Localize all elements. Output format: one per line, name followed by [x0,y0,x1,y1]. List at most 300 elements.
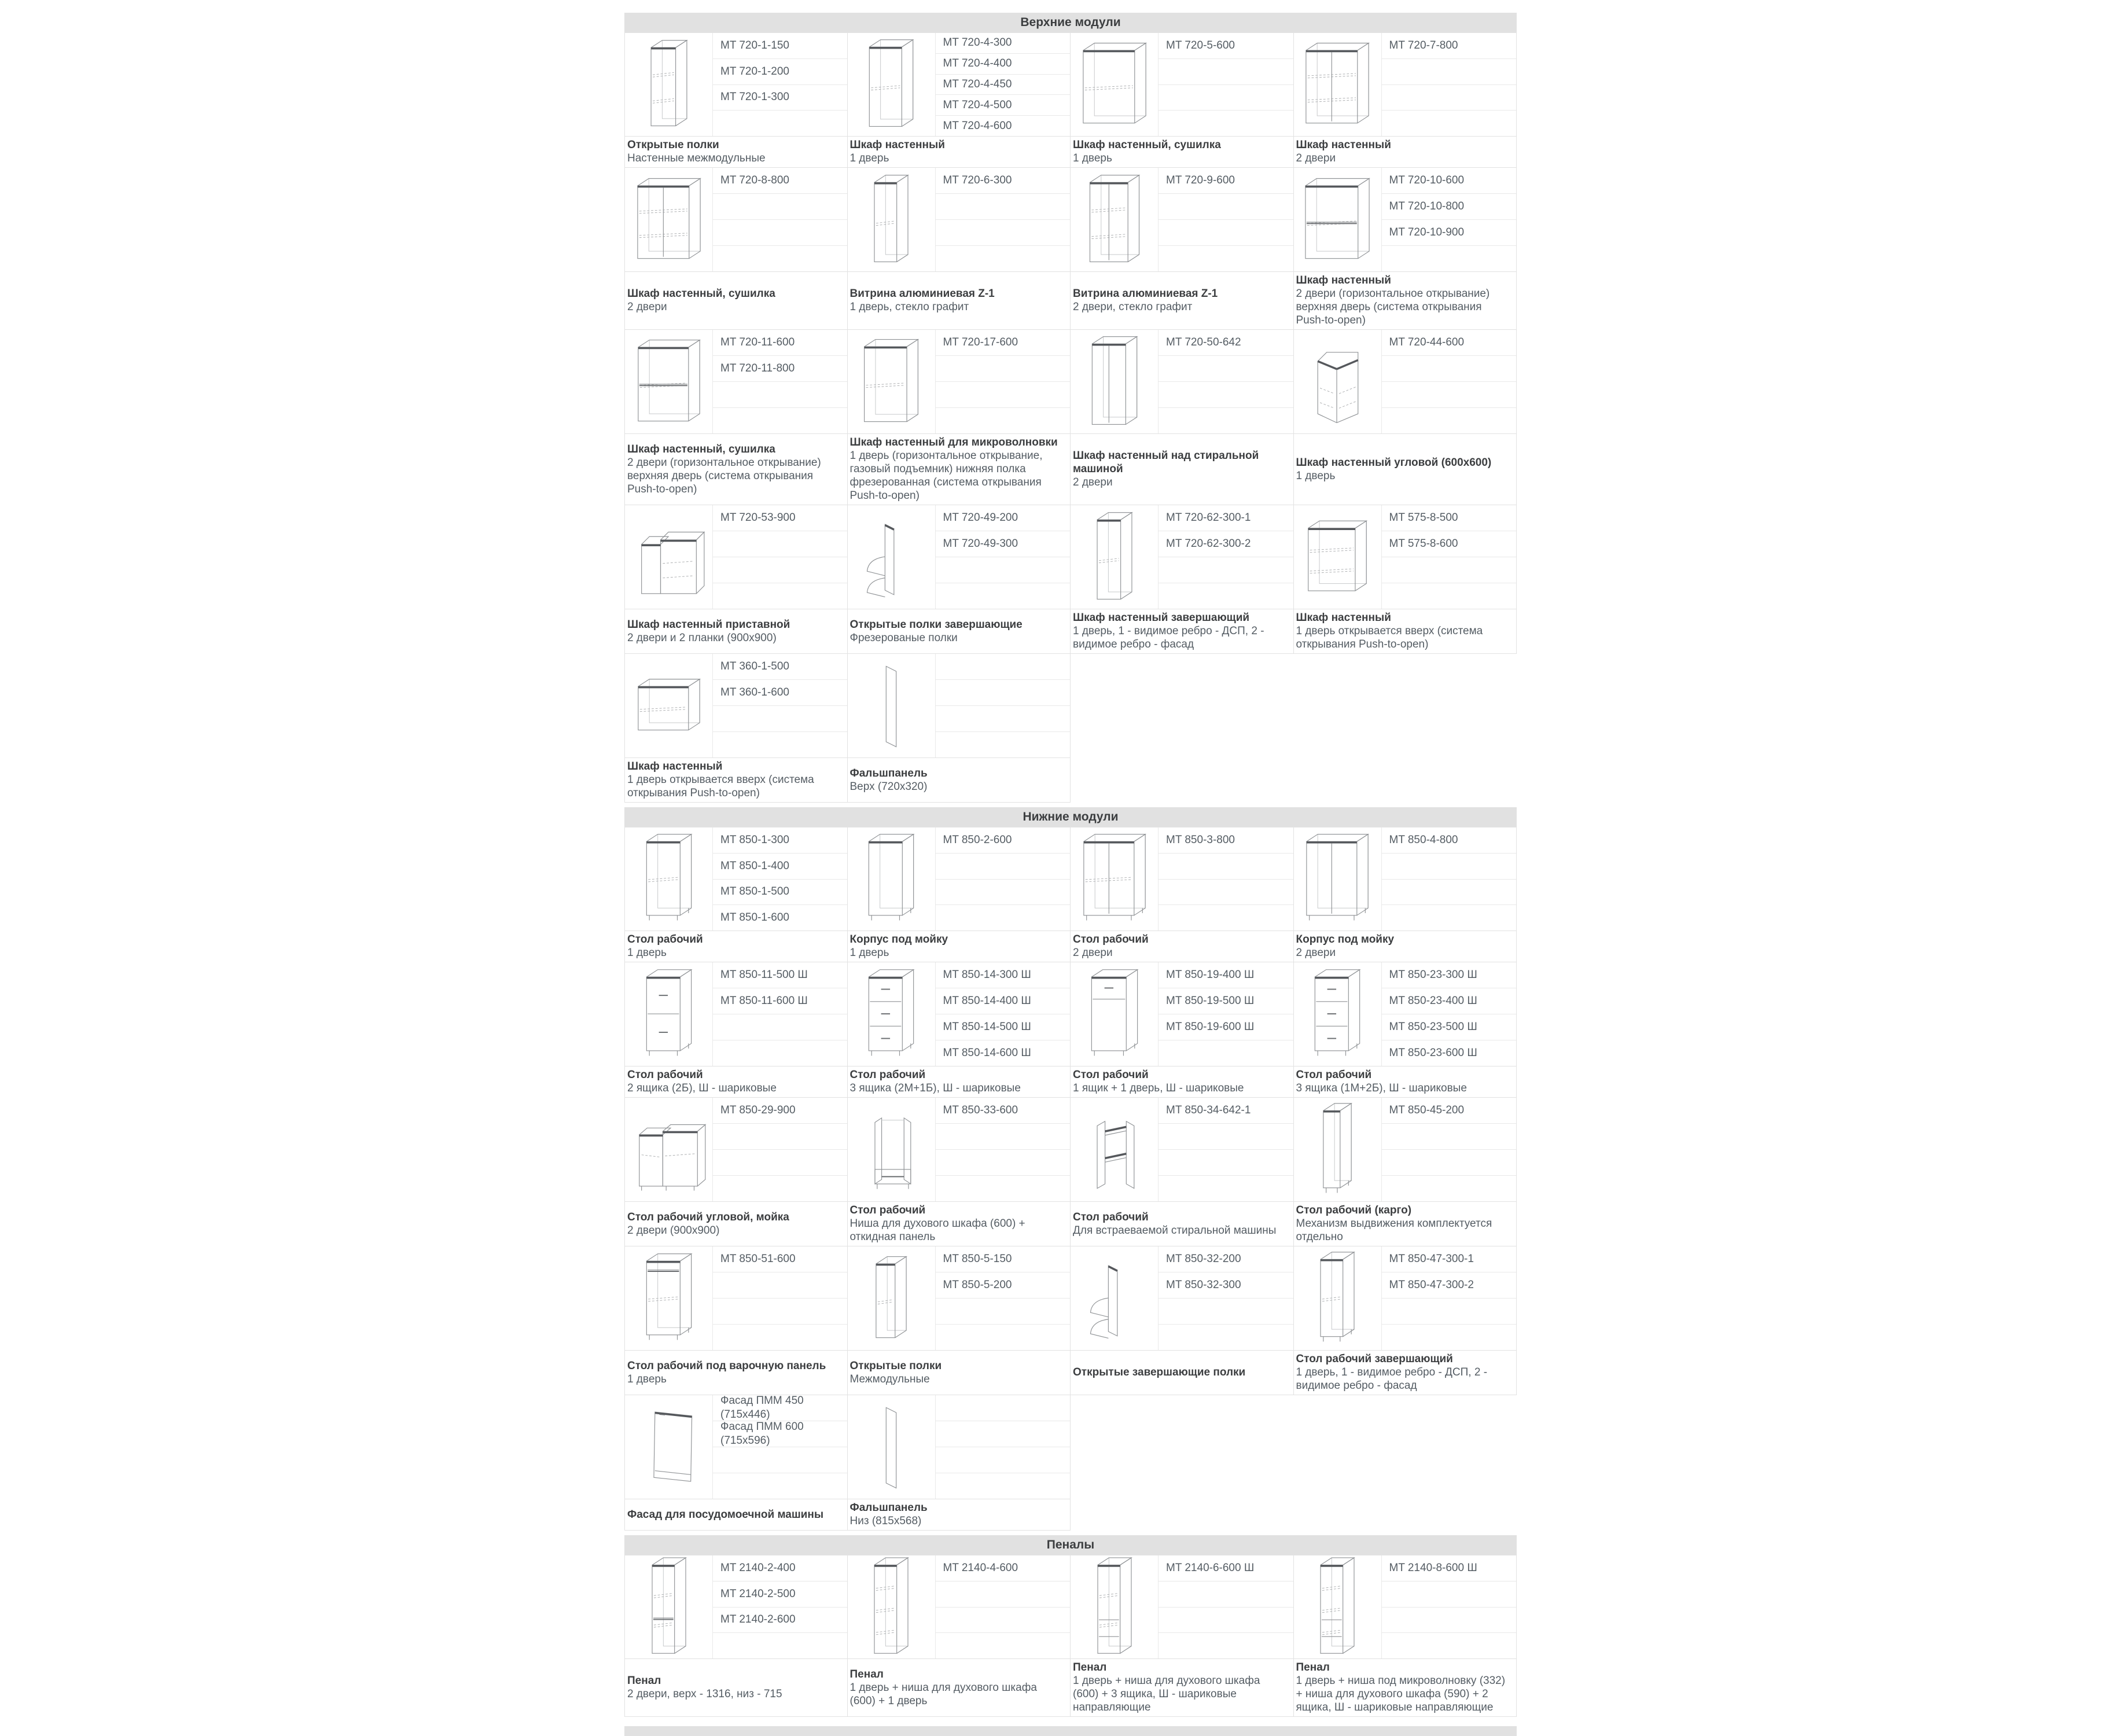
product-code-list [713,330,847,433]
empty-code-row [936,1421,1071,1447]
vitrine-1-door-icon [848,168,936,271]
product-code-list [1159,962,1293,1066]
module-row [624,168,1517,272]
product-code: MT 850-32-200 [1166,1253,1241,1265]
product-description: 1 дверь, стекло графит [849,301,969,313]
product-cell [624,827,848,931]
product-label [624,1351,848,1395]
product-code: MT 720-17-600 [943,336,1018,348]
empty-code-row [713,531,847,557]
product-code: MT 850-45-200 [1389,1104,1465,1116]
label-row [624,609,1517,654]
product-code-list [936,827,1071,930]
product-cell [1294,962,1517,1066]
product-code-row [936,95,1071,116]
product-code: MT 850-33-600 [943,1104,1018,1116]
product-code-list [936,330,1071,433]
product-code-row [1159,33,1293,59]
product-code-row [713,827,847,854]
module-row [624,505,1517,609]
label-row [624,1066,1517,1098]
product-cell [1071,827,1294,931]
sink-base-1-door-icon [848,827,936,930]
empty-code-row [936,732,1071,757]
product-cell [1071,1098,1294,1202]
product-code-list [1382,1555,1517,1658]
empty-code-row [1382,1325,1517,1350]
empty-code-row [713,1014,847,1040]
empty-code-row [713,706,847,732]
product-cell [848,827,1071,931]
product-label [1071,137,1294,168]
product-label [1071,1202,1294,1246]
product-code-list [1382,330,1517,433]
module-row [624,1555,1517,1659]
product-cell [624,1098,848,1202]
module-row [624,32,1517,137]
tall-cabinet-oven-drawers-icon [1071,1555,1159,1658]
product-code: MT 850-14-500 Ш [943,1021,1031,1033]
product-label [624,1202,848,1246]
base-3-drawers-2-icon [1294,962,1382,1066]
product-code-row [936,330,1071,356]
empty-code-row [936,1581,1071,1608]
product-code: MT 850-1-600 [720,911,789,924]
product-code: MT 720-9-600 [1166,174,1235,186]
tall-cabinet-2-door-icon [625,1555,713,1658]
product-title: Шкаф настенный над стиральной машиной [1073,450,1259,475]
empty-code-row [713,1633,847,1658]
empty-code-row [1382,1581,1517,1608]
product-code: MT 850-11-500 Ш [720,969,808,981]
product-code-row [936,531,1071,557]
product-cell [1294,32,1517,137]
product-cell [848,962,1071,1066]
product-code: MT 720-53-900 [720,512,796,524]
product-code-row [1382,1555,1517,1581]
empty-code-row [1382,557,1517,583]
empty-code-row [1159,85,1293,111]
wall-cabinet-1-door-icon [848,33,936,136]
product-code-list [936,505,1071,609]
empty-code-row [936,1176,1071,1201]
product-description: 1 дверь (горизонтальное открывание, газовый подъемник) нижняя полка фрезерованная (система открывания Push-to-open) [849,450,1043,502]
product-code-row [713,854,847,880]
product-description: 2 двери [1073,476,1113,488]
product-code: MT 720-50-642 [1166,336,1241,348]
empty-code-row [936,680,1071,706]
product-code-list [713,33,847,136]
false-panel-icon [848,1395,936,1499]
empty-code-row [713,1150,847,1176]
product-code-row [713,880,847,906]
product-code: MT 850-1-400 [720,859,789,872]
product-code-list [713,505,847,609]
product-description: 3 ящика (2М+1Б), Ш - шариковые [849,1082,1021,1094]
product-code-row [713,33,847,59]
product-code: MT 2140-2-500 [720,1587,796,1600]
product-title: Стол рабочий угловой, мойка [627,1211,789,1223]
product-code-list [1159,168,1293,271]
product-code: MT 720-10-800 [1389,200,1465,212]
product-code-row [1159,1555,1293,1581]
empty-code-row [1382,1633,1517,1658]
module-row [624,654,1517,758]
product-code-row [713,85,847,111]
empty-code-row [1382,382,1517,408]
product-description: Низ (815x568) [849,1515,922,1527]
product-title: Шкаф настенный угловой (600x600) [1296,456,1492,469]
label-row [624,931,1517,962]
module-row [624,962,1517,1066]
product-code-list [1159,1098,1293,1201]
product-cell [848,32,1071,137]
product-code: MT 720-10-900 [1389,226,1465,238]
product-code: MT 720-62-300-1 [1166,512,1251,524]
product-label [624,1066,848,1098]
product-code-list [1159,505,1293,609]
product-cell [1071,32,1294,137]
product-label [1071,609,1294,654]
product-code: MT 2140-6-600 Ш [1166,1561,1255,1574]
product-description: Для встраеваемой стиральной машины [1073,1224,1277,1237]
product-label [1071,272,1294,330]
product-code-list [1382,962,1517,1066]
product-code-row [713,59,847,85]
product-code-row [936,1555,1071,1581]
empty-code-row [936,356,1071,382]
product-code-list [713,827,847,930]
empty-code-row [1159,246,1293,271]
product-code-row [1382,220,1517,246]
wall-cabinet-corner-icon [1294,330,1382,433]
product-code-row [936,1246,1071,1272]
product-cell [848,1098,1071,1202]
product-description: Ниша для духового шкафа (600) + откидная панель [849,1218,1025,1243]
kitchen-modules-catalog [624,13,1517,1717]
product-label [848,1499,1071,1531]
product-code-row [713,1581,847,1608]
empty-code-row [1159,220,1293,246]
empty-code-row [936,905,1071,930]
module-row [624,1098,1517,1202]
module-row [624,330,1517,434]
empty-code-row [1159,1633,1293,1658]
empty-code-row [713,382,847,408]
product-description: 1 дверь, 1 - видимое ребро - ДСП, 2 - видимое ребро - фасад [1296,1366,1488,1392]
product-code: MT 720-49-200 [943,512,1018,524]
empty-code-row [936,583,1071,609]
product-code: MT 2140-2-600 [720,1613,796,1626]
product-title: Открытые полки [627,139,719,151]
product-cell [848,1395,1071,1499]
product-code-row [713,1421,847,1447]
product-code-row [1382,330,1517,356]
wall-cabinet-2-door-horizontal-icon [1294,168,1382,271]
empty-code-row [1159,854,1293,880]
empty-code-row [713,557,847,583]
empty-code-row [713,408,847,433]
empty-code-row [713,1272,847,1299]
product-title: Шкаф настенный, сушилка [627,288,775,300]
product-title: Фальшпанель [849,1502,928,1514]
empty-code-row [713,111,847,136]
product-code-row [1159,962,1293,988]
empty-code-row [936,408,1071,433]
product-code: MT 720-10-600 [1389,174,1465,186]
open-shelves-end-base-icon [1071,1246,1159,1350]
product-code-list [713,168,847,271]
wall-cabinet-dryer-2-door-horizontal-icon [625,330,713,433]
product-code-list [713,654,847,757]
product-code: MT 850-47-300-1 [1389,1253,1474,1265]
product-label [624,609,848,654]
empty-code-row [1159,382,1293,408]
product-code: MT 720-62-300-2 [1166,538,1251,550]
product-code-row [1159,988,1293,1014]
empty-code-row [936,220,1071,246]
product-label [848,758,1071,803]
empty-code-row [1382,356,1517,382]
product-label [1294,931,1517,962]
product-cell [1294,1098,1517,1202]
empty-code-row [1159,1040,1293,1066]
product-code-row [1382,827,1517,854]
empty-code-row [1159,583,1293,609]
product-label [1294,1066,1517,1098]
product-label [624,931,848,962]
empty-code-row [713,583,847,609]
product-code: MT 850-19-600 Ш [1166,1021,1255,1033]
product-code-row [1382,1014,1517,1040]
empty-code-row [1382,583,1517,609]
product-code-row [1159,1246,1293,1272]
empty-code-row [1382,408,1517,433]
product-code-row [1159,1014,1293,1040]
product-code-list [1382,1098,1517,1201]
product-description: 2 двери [1073,947,1113,959]
product-code-list [936,1098,1071,1201]
base-2-drawers-icon [625,962,713,1066]
empty-code-row [1159,408,1293,433]
product-description: 1 дверь [1073,152,1112,164]
product-code-row [1382,1246,1517,1272]
empty-code-row [936,706,1071,732]
empty-code-row [713,246,847,271]
empty-code-row [1159,1299,1293,1325]
product-cell [1294,827,1517,931]
product-title: Шкаф настенный для микроволновки [849,436,1058,448]
empty-code-row [1382,85,1517,111]
product-code-list [936,1555,1071,1658]
product-description: 2 двери (900x900) [627,1224,720,1237]
product-code-row [713,1395,847,1421]
product-code-row [936,116,1071,136]
product-cell [848,1246,1071,1351]
product-label [1071,931,1294,962]
product-description: 1 дверь [1296,469,1336,482]
product-code-list [713,1098,847,1201]
product-description: 1 дверь [627,947,667,959]
wall-cabinet-low-icon [625,654,713,757]
product-cell [1071,330,1294,434]
product-cell [1294,505,1517,609]
empty-code-row [1159,1150,1293,1176]
empty-code-row [713,194,847,220]
product-label [848,434,1071,505]
product-title: Шкаф настенный [1296,274,1391,286]
product-code-row [1159,531,1293,557]
empty-code-row [1159,880,1293,906]
empty-code-row [1159,1176,1293,1201]
product-code-row [936,505,1071,531]
wall-cabinet-dryer-2-door-icon [625,168,713,271]
product-code-row [936,1272,1071,1299]
product-description: 2 двери [1296,152,1336,164]
product-code: MT 850-34-642-1 [1166,1104,1251,1116]
product-code-row [936,1040,1071,1066]
oven-niche-icon [848,1098,936,1201]
product-description: 2 двери, стекло графит [1073,301,1193,313]
empty-code-row [713,1124,847,1150]
product-label [624,1499,848,1531]
product-code-list [1159,1555,1293,1658]
product-code-row [1159,1098,1293,1124]
base-drawer-door-icon [1071,962,1159,1066]
product-label [1071,1066,1294,1098]
product-code-list [713,1555,847,1658]
product-cell [624,330,848,434]
product-code: MT 850-5-150 [943,1253,1012,1265]
product-cell [848,1555,1071,1659]
product-title: Шкаф настенный, сушилка [1073,139,1221,151]
product-label [1294,434,1517,505]
product-label [1071,1351,1294,1395]
product-cell [624,1555,848,1659]
product-description: 2 двери, верх - 1316, низ - 715 [627,1688,782,1700]
product-code: MT 850-19-400 Ш [1166,969,1255,981]
product-description: 1 дверь + ниша для духового шкафа (600) + 1 дверь [849,1681,1037,1707]
product-code-list [936,33,1071,136]
empty-code-row [936,246,1071,271]
product-label [848,1351,1071,1395]
product-cell [1294,168,1517,272]
product-cell [1071,168,1294,272]
product-description: 2 двери (горизонтальное открывание) верхняя дверь (система открывания Push-to-open) [1296,288,1490,326]
label-row [624,758,1517,803]
product-description: 1 ящик + 1 дверь, Ш - шариковые [1073,1082,1244,1094]
product-code-row [936,168,1071,194]
product-code: MT 850-47-300-2 [1389,1279,1474,1291]
empty-code-row [1382,1150,1517,1176]
washing-machine-base-icon [1071,1098,1159,1201]
product-description: 2 двери [1296,947,1336,959]
empty-code-row [713,1325,847,1350]
product-label [848,1659,1071,1717]
empty-code-row [936,194,1071,220]
section-header-bar [624,13,1517,32]
empty-code-row [1382,1299,1517,1325]
product-code-list [1159,330,1293,433]
product-code-row [1382,1098,1517,1124]
tall-cabinet-oven-icon [848,1555,936,1658]
section-header-bar [624,1535,1517,1555]
product-code: MT 850-3-800 [1166,833,1235,846]
product-code-row [713,356,847,382]
product-code: MT 720-4-600 [943,119,1012,132]
product-code: MT 850-14-600 Ш [943,1047,1031,1059]
product-description: 1 дверь [849,152,889,164]
empty-code-row [936,1395,1071,1421]
empty-code-row [713,1447,847,1473]
product-code-row [936,962,1071,988]
product-description: 2 двери и 2 планки (900x900) [627,631,777,644]
product-title: Шкаф настенный [1296,612,1391,624]
product-code: MT 720-11-600 [720,336,795,348]
product-code-row [713,962,847,988]
product-code: MT 720-49-300 [943,538,1018,550]
product-cell [848,168,1071,272]
product-description: Настенные межмодульные [627,152,766,164]
product-title: Стол рабочий [1296,1069,1372,1081]
empty-code-row [713,1176,847,1201]
empty-code-row [1159,1581,1293,1608]
product-title: Шкаф настенный [849,139,945,151]
product-label [624,434,848,505]
product-title: Стол рабочий (карго) [1296,1204,1412,1216]
empty-code-row [936,654,1071,680]
product-code: MT 850-1-500 [720,885,789,898]
product-code-row [1382,962,1517,988]
empty-code-row [1159,1325,1293,1350]
product-cell [1071,1246,1294,1351]
base-end-icon [1294,1246,1382,1350]
product-code: MT 2140-2-400 [720,1561,796,1574]
product-label [848,1066,1071,1098]
empty-code-row [936,1608,1071,1634]
empty-code-row [936,1150,1071,1176]
product-cell [1294,330,1517,434]
product-code: MT 720-1-300 [720,91,789,104]
product-title: Фасад для посудомоечной машины [627,1508,824,1521]
product-code-list [1382,1246,1517,1350]
product-description: 2 двери [627,301,667,313]
product-title: Фальшпанель [849,767,928,779]
product-title: Шкаф настенный завершающий [1073,612,1250,624]
product-code-row [1159,330,1293,356]
product-code-row [713,1555,847,1581]
product-label [624,758,848,803]
product-code: MT 850-23-600 Ш [1389,1047,1477,1059]
section-title: Пеналы [1046,1538,1095,1551]
product-label [1294,1351,1517,1395]
product-code-list [1159,1246,1293,1350]
product-code-list [1382,827,1517,930]
product-label [624,1659,848,1717]
product-code-list [936,1395,1071,1499]
empty-code-row [936,1325,1071,1350]
empty-code-row [936,1473,1071,1499]
product-code: MT 720-1-200 [720,65,789,78]
product-code-row [1382,194,1517,220]
empty-code-row [1382,880,1517,906]
product-cell [1071,962,1294,1066]
product-title: Шкаф настенный [1296,139,1391,151]
product-code-row [713,680,847,706]
product-code: MT 575-8-600 [1389,538,1458,550]
product-label [848,137,1071,168]
product-code: MT 850-4-800 [1389,833,1458,846]
